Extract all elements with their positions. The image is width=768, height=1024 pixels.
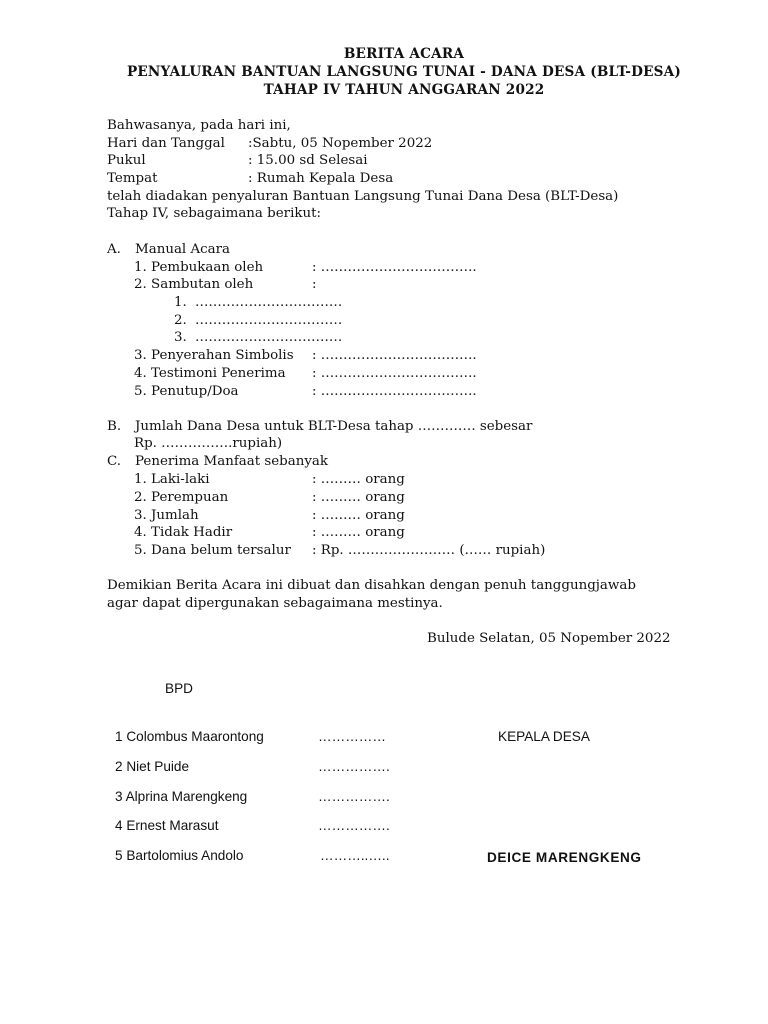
- bpd-member-signature-line: ………..…..: [320, 848, 390, 863]
- speech-sub-number: 3.: [174, 330, 187, 345]
- speech-sub-number: 1.: [174, 295, 187, 310]
- beneficiary-item-label: 2. Perempuan: [134, 490, 229, 505]
- agenda-item-value: :: [312, 277, 317, 292]
- agenda-item-label: 3. Penyerahan Simbolis: [134, 348, 294, 363]
- beneficiary-item-value: : ……… orang: [312, 508, 405, 523]
- field-label-date: Hari dan Tanggal: [107, 136, 225, 151]
- beneficiary-item-value: : ……… orang: [312, 525, 405, 540]
- bpd-member-signature-line: …………….: [318, 789, 390, 804]
- bpd-member-name: 4 Ernest Marasut: [115, 818, 219, 833]
- field-label-time: Pukul: [107, 153, 146, 168]
- section-b-marker: B.: [107, 419, 122, 434]
- closing-line1: Demikian Berita Acara ini dibuat dan disahkan dengan penuh tanggungjawab: [107, 578, 636, 593]
- opening-line: Bahwasanya, pada hari ini,: [107, 118, 291, 133]
- section-b-line2: Rp. …………….rupiah): [134, 436, 283, 451]
- speech-sub-dots: ……………………………: [195, 313, 343, 328]
- speech-sub-number: 2.: [174, 313, 187, 328]
- bpd-member-signature-line: ……………: [318, 729, 386, 744]
- section-a-marker: A.: [107, 242, 121, 257]
- bpd-label: BPD: [165, 681, 193, 696]
- doc-stage-year: TAHAP IV TAHUN ANGGARAN 2022: [263, 82, 545, 98]
- bpd-member-name: 5 Bartolomius Andolo: [115, 848, 244, 863]
- beneficiary-item-label: 4. Tidak Hadir: [134, 525, 233, 540]
- doc-subtitle: PENYALURAN BANTUAN LANGSUNG TUNAI - DANA DESA (BLT-DESA): [126, 64, 682, 80]
- agenda-item-value: : ……………………………..: [312, 384, 477, 399]
- bpd-member-name: 2 Niet Puide: [115, 759, 190, 774]
- intro-paragraph-line2: Tahap IV, sebagaimana berikut:: [107, 206, 321, 221]
- field-value-place: : Rumah Kepala Desa: [248, 171, 394, 186]
- doc-title: BERITA ACARA: [343, 46, 465, 62]
- speech-sub-dots: ……………………………: [195, 295, 343, 310]
- beneficiary-item-value: : Rp. …………………… (…… rupiah): [312, 543, 546, 558]
- agenda-item-label: 2. Sambutan oleh: [134, 277, 254, 292]
- agenda-item-label: 4. Testimoni Penerima: [134, 366, 286, 381]
- agenda-item-value: : ……………………………..: [312, 348, 477, 363]
- section-c-title: Penerima Manfaat sebanyak: [135, 454, 329, 469]
- place-date: Bulude Selatan, 05 Nopember 2022: [427, 631, 671, 646]
- beneficiary-item-value: : ……… orang: [312, 472, 405, 487]
- agenda-item-value: : ……………………………..: [312, 260, 477, 275]
- beneficiary-item-label: 3. Jumlah: [134, 508, 199, 523]
- bpd-member-signature-line: …………….: [318, 818, 390, 833]
- field-value-time: : 15.00 sd Selesai: [248, 153, 368, 168]
- intro-paragraph-line1: telah diadakan penyaluran Bantuan Langsung Tunai Dana Desa (BLT-Desa): [107, 189, 619, 204]
- field-value-date: :Sabtu, 05 Nopember 2022: [248, 136, 433, 151]
- beneficiary-item-label: 5. Dana belum tersalur: [134, 543, 291, 558]
- section-a-title: Manual Acara: [135, 242, 231, 257]
- field-label-place: Tempat: [107, 171, 158, 186]
- beneficiary-item-label: 1. Laki-laki: [134, 472, 210, 487]
- section-c-marker: C.: [107, 454, 122, 469]
- closing-line2: agar dapat dipergunakan sebagaimana mestinya.: [107, 596, 443, 611]
- section-b-line1: Jumlah Dana Desa untuk BLT-Desa tahap …………. sebesar: [135, 419, 533, 434]
- kepala-desa-label: KEPALA DESA: [498, 729, 590, 744]
- bpd-member-name: 3 Alprina Marengkeng: [115, 789, 248, 804]
- kepala-desa-name: DEICE MARENGKENG: [487, 850, 642, 865]
- bpd-member-name: 1 Colombus Maarontong: [115, 729, 264, 744]
- bpd-member-signature-line: …………….: [318, 759, 390, 774]
- agenda-item-value: : ……………………………..: [312, 366, 477, 381]
- agenda-item-label: 5. Penutup/Doa: [134, 384, 239, 399]
- beneficiary-item-value: : ……… orang: [312, 490, 405, 505]
- speech-sub-dots: ……………………………: [195, 330, 343, 345]
- agenda-item-label: 1. Pembukaan oleh: [134, 260, 264, 275]
